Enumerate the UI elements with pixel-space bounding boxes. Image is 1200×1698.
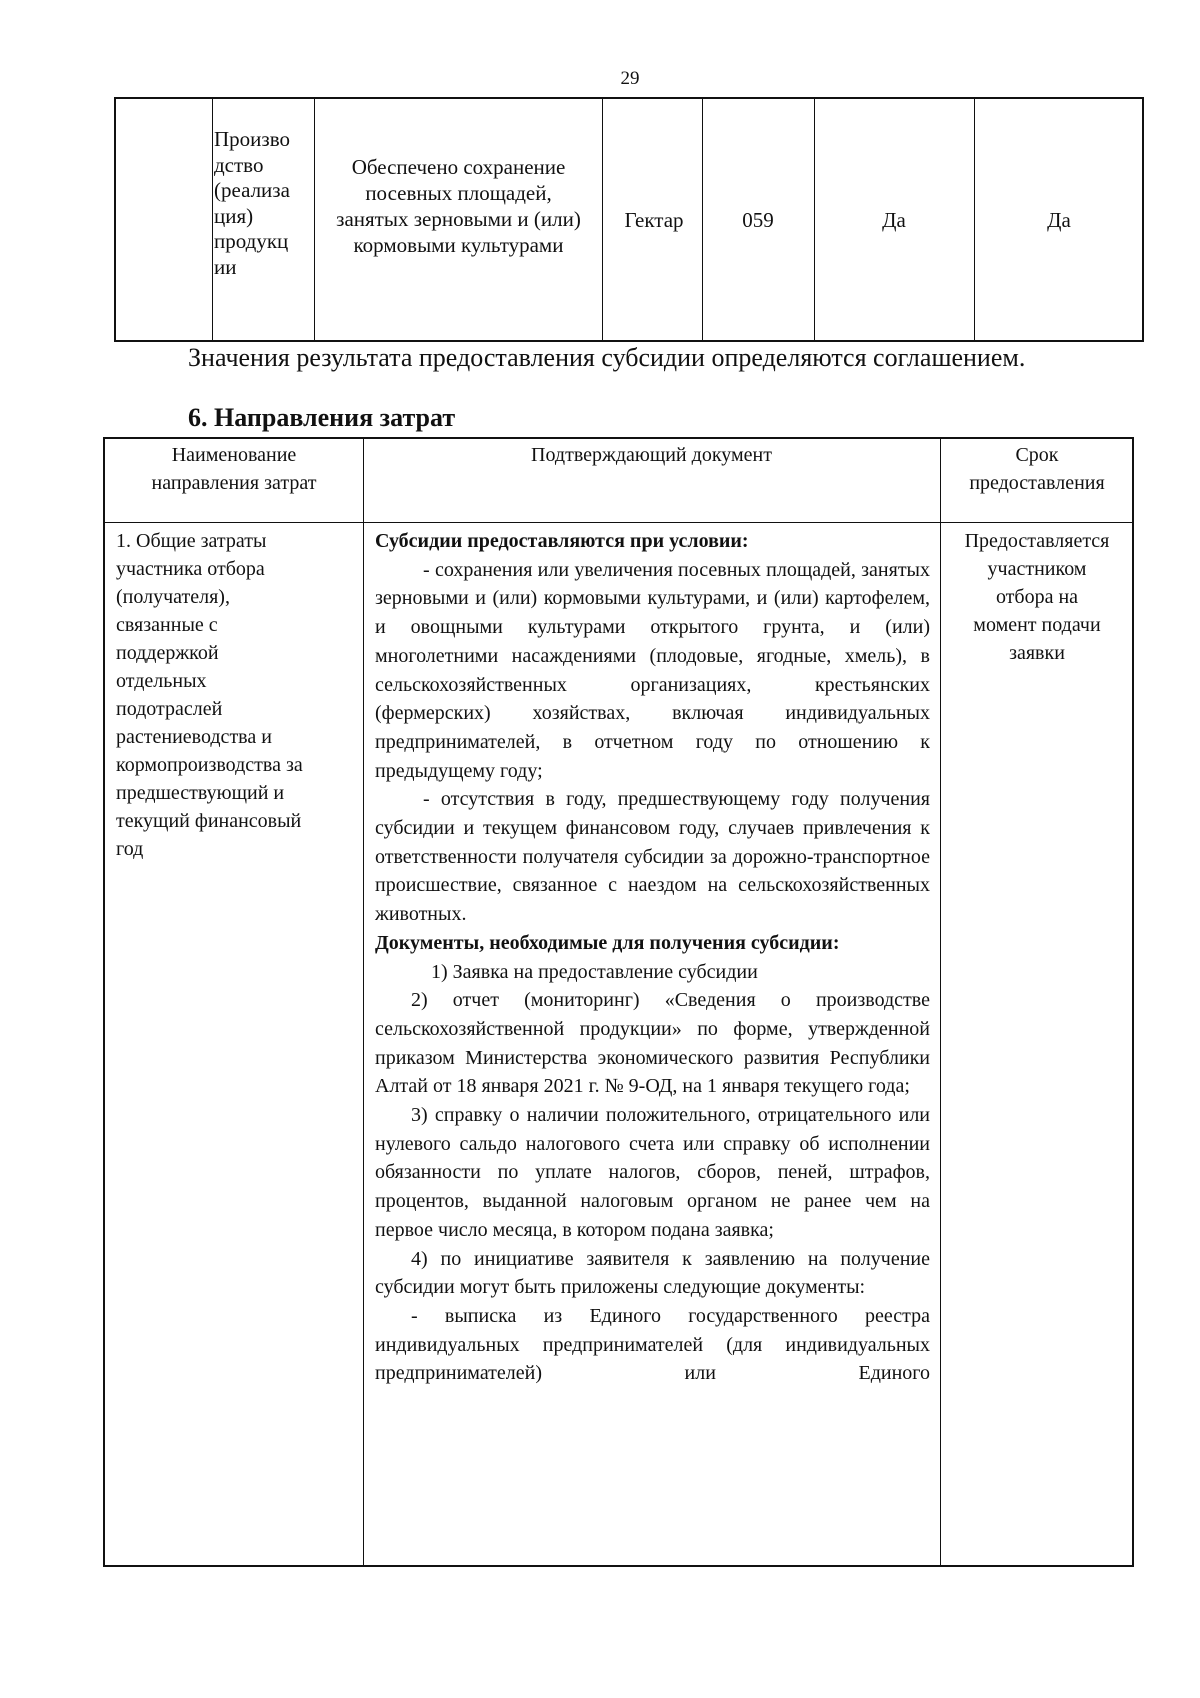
text-line: связанные с — [116, 614, 218, 636]
header-divider — [105, 522, 1132, 523]
term-cell — [940, 527, 1134, 667]
text-line: Наименование — [171, 444, 297, 466]
text-line: момент подачи — [973, 614, 1101, 636]
text-line: Срок — [1015, 444, 1059, 466]
header-supporting-document: Подтверждающий документ — [531, 444, 772, 466]
condition-item: - сохранения или увеличения посевных площадей, занятых зерновыми и (или) кормовыми культурами, и (или) картофелем, и овощными культурами открытого грунта, и (или) многолетними насаждениями (плодовые, ягодные, хмель), в сельскохозяйственных организациях, крестьянских (фермерских) хозяйствах, включая индивидуальных предпринимателей, в отчетном году по отношению к предыдущему году; — [375, 558, 930, 782]
text-line: кормовыми культурами — [353, 233, 564, 257]
result-category — [214, 127, 314, 280]
results-table — [114, 97, 1144, 342]
text-line: дство — [214, 152, 264, 177]
text-line: ция) — [214, 203, 254, 228]
table-divider — [363, 439, 364, 1565]
text-line: занятых зерновыми и (или) — [336, 207, 581, 231]
text-line: кормопроизводства за — [116, 754, 303, 776]
text-line: текущий финансовый — [116, 810, 302, 832]
text-line: год — [116, 838, 144, 860]
document-item: 2) отчет (мониторинг) «Сведения о производстве сельскохозяйственной продукции» по форме, утвержденной приказом Министерства экономического развития Республики Алтай от 18 января 2021 г. № 9-ОД, на 1 января текущего года; — [375, 989, 930, 1098]
text-line: направления затрат — [151, 472, 317, 494]
text-line: растениеводства и — [116, 726, 272, 748]
condition-item: - отсутствия в году, предшествующему году получения субсидии и текущем финансовом году, случаев привлечения к ответственности получателя субсидии за дорожно-транспортное происшествие, связанное с наездом на сельскохозяйственных животных. — [375, 788, 930, 926]
page-number: 29 — [620, 68, 640, 89]
text-line: 1. Общие затраты — [116, 530, 267, 552]
text-line: отдельных — [116, 670, 207, 692]
header-term — [940, 441, 1134, 497]
result-value-2: Да — [1047, 208, 1071, 232]
table-divider — [314, 99, 315, 340]
text-line: заявки — [1009, 642, 1065, 664]
text-line: посевных площадей, — [365, 181, 552, 205]
document-item: 3) справку о наличии положительного, отрицательного или нулевого сальдо налогового счета или справку об исполнении обязанности по уплате налогов, сборов, пеней, штрафов, процентов, выданной налоговым органом не ранее чем на первое число месяца, в котором подана заявка; — [375, 1104, 930, 1241]
cost-direction-cell — [116, 527, 360, 863]
text-line: (реализа — [214, 178, 290, 202]
supporting-document-cell — [375, 527, 930, 1388]
text-line: поддержкой — [116, 642, 219, 664]
cost-directions-table — [103, 437, 1134, 1567]
text-line: Предоставляется — [964, 530, 1110, 552]
text-line: ии — [214, 254, 237, 279]
text-line: подотраслей — [116, 698, 223, 720]
document-item: - выписка из Единого государственного реестра индивидуальных предпринимателей (для индивидуальных предпринимателей) или Единого — [375, 1304, 930, 1385]
result-unit: Гектар — [624, 208, 684, 232]
text-line: предоставления — [969, 472, 1105, 494]
section-heading: 6. Направления затрат — [188, 403, 456, 432]
text-line: отбора на — [995, 586, 1079, 608]
text-line: участника отбора — [116, 558, 265, 580]
text-line: Произво — [214, 127, 290, 151]
summary-text: Значения результата предоставления субсидии определяются соглашением. — [188, 343, 1026, 372]
result-description — [316, 154, 601, 258]
text-line: участником — [987, 558, 1087, 580]
table-divider — [212, 99, 213, 340]
text-line: предшествующий и — [116, 782, 285, 804]
text-line: Обеспечено сохранение — [351, 155, 566, 179]
document-item: 4) по инициативе заявителя к заявлению на получение субсидии могут быть приложены следующие документы: — [375, 1247, 930, 1299]
conditions-title: Субсидии предоставляются при условии: — [375, 530, 749, 552]
result-code: 059 — [742, 208, 774, 232]
table-divider — [602, 99, 603, 340]
header-cost-direction — [105, 441, 363, 497]
document-item: 1) Заявка на предоставление субсидии — [431, 960, 758, 983]
documents-title: Документы, необходимые для получения субсидии: — [375, 931, 840, 954]
text-line: (получателя), — [116, 586, 230, 608]
result-value-1: Да — [882, 208, 906, 232]
text-line: продукц — [214, 229, 289, 253]
